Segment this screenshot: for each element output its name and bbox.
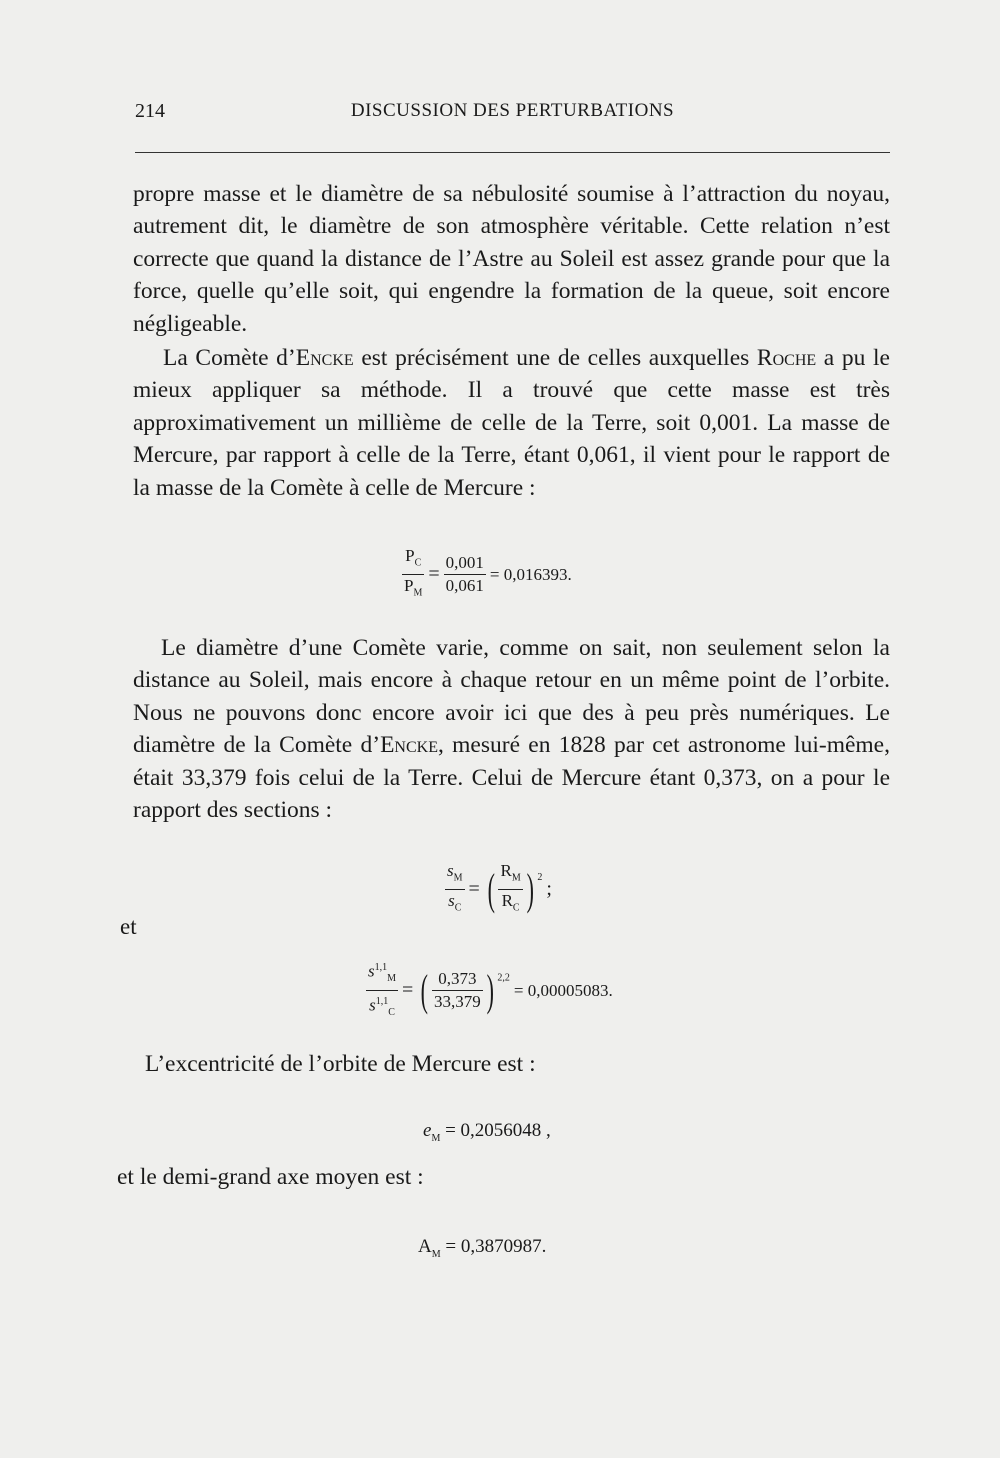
paragraph-3-text-a: Le diamètre d’une Comète varie, comme on sait, non seulement selon la distance au Soleil, mais encore à chaque retour en un même point de l’orbite. Nous ne pouvons donc encore avoir ici que des à peu près numériques. Le diamètre de la Comète d’ (133, 635, 890, 759)
equation-sections-power (366, 957, 617, 1024)
eq4-rhs: = 0,2056048 , (445, 1120, 551, 1141)
eq3-den-sup: 1,1 (375, 996, 389, 1008)
equals-sign: = (402, 979, 414, 1002)
eq3-den: s (369, 995, 376, 1015)
eq3-rden: 33,379 (433, 992, 481, 1012)
eq3-num-sub: M (387, 973, 397, 985)
paragraph-3 (133, 632, 890, 826)
eq1-num-left: P (405, 546, 415, 565)
equation-mass-ratio (402, 545, 576, 605)
paragraph-2-text-c: a pu le mieux appliquer sa méthode. Il a trouvé que cette masse est très approximativement un millième de celle de la Terre, soit 0,001. La masse de Mercure, par rapport à celle de la Terre, étant 0,061, il vient pour le rapport de la masse de la Comète à celle de Mercure : (133, 345, 890, 501)
word-et: et (120, 914, 137, 939)
fraction-sm-sc (445, 860, 465, 920)
eq2-den-sub: C (454, 902, 462, 914)
left-paren: ( (420, 965, 429, 1015)
eq3-rnum: 0,373 (432, 968, 483, 991)
eq1-num-left-sub: C (414, 557, 422, 569)
eq2-rnum: R (500, 861, 512, 880)
page-number: 214 (135, 100, 165, 122)
paragraph-2-text-a: La Comète d’ (163, 345, 296, 371)
eq2-num: s (447, 861, 454, 880)
eq2-den: s (448, 891, 455, 911)
eq2-rden-sub: C (512, 902, 520, 914)
equation-eccentricity (423, 1120, 551, 1144)
left-paren: ( (487, 864, 495, 914)
eq2-rnum-sub: M (511, 872, 521, 884)
name-roche: Roche (756, 345, 817, 371)
eq4-lhs-sub: M (431, 1132, 441, 1144)
eq1-num-right: 0,001 (444, 552, 486, 575)
fraction-rm-rc (498, 860, 522, 920)
paragraph-5: et le demi-grand axe moyen est : (117, 1164, 424, 1190)
fraction-pc-pm (402, 545, 424, 605)
eq2-exponent: 2 (537, 871, 543, 883)
right-paren: ) (486, 965, 494, 1015)
eq4-lhs: e (423, 1120, 432, 1141)
page-header (135, 100, 890, 132)
fraction-sm-sc-power (366, 957, 398, 1024)
eq5-rhs: = 0,3870987. (445, 1236, 547, 1257)
fraction-diameters (432, 968, 483, 1013)
fraction-values (444, 552, 486, 597)
equation-sections (445, 860, 556, 920)
paragraph-1: propre masse et le diamètre de sa nébulosité soumise à l’attraction du noyau, autrement dit, le diamètre de son atmosphère véritable. Cette relation n’est correcte que quand la distance de l’Astre au Soleil est assez grande pour que la force, quelle qu’elle soit, qui engendre la formation de la queue, soit encore négligeable. (133, 181, 890, 337)
header-rule (135, 152, 890, 153)
eq3-result: = 0,00005083. (513, 980, 613, 1000)
eq5-lhs-sub: M (431, 1248, 441, 1260)
paragraph-2 (133, 342, 890, 504)
eq5-lhs: A (418, 1236, 432, 1257)
eq1-den-right: 0,061 (445, 576, 484, 596)
eq3-exponent: 2,2 (497, 972, 510, 984)
equation-semi-major-axis (418, 1236, 546, 1260)
running-title: DISCUSSION DES PERTURBATIONS (350, 100, 675, 121)
eq3-num-sup: 1,1 (374, 962, 388, 973)
eq2-num-sub: M (453, 872, 463, 884)
eq1-den-left-sub: M (413, 587, 423, 599)
equals-sign: = (428, 563, 440, 586)
eq1-den-left: P (404, 576, 414, 596)
paragraph-4: L’excentricité de l’orbite de Mercure est : (145, 1051, 536, 1077)
name-encke-2: Encke (380, 732, 438, 759)
name-encke: Encke (295, 345, 354, 371)
right-paren: ) (526, 864, 534, 914)
eq2-rden: R (501, 891, 513, 911)
eq3-den-sub: C (388, 1007, 395, 1019)
paragraph-3-text-b: , mesuré en 1828 par cet astronome lui-même, était 33,379 fois celui de la Terre. Celui de Mercure étant 0,373, on a pour le rapport des sections : (133, 732, 890, 824)
eq1-result: = 0,016393. (489, 564, 572, 584)
eq3-num: s (368, 961, 375, 981)
eq2-tail: ; (546, 878, 552, 901)
paragraph-2-text-b: est précisément une de celles auxquelles (353, 345, 757, 371)
equals-sign: = (468, 878, 480, 901)
